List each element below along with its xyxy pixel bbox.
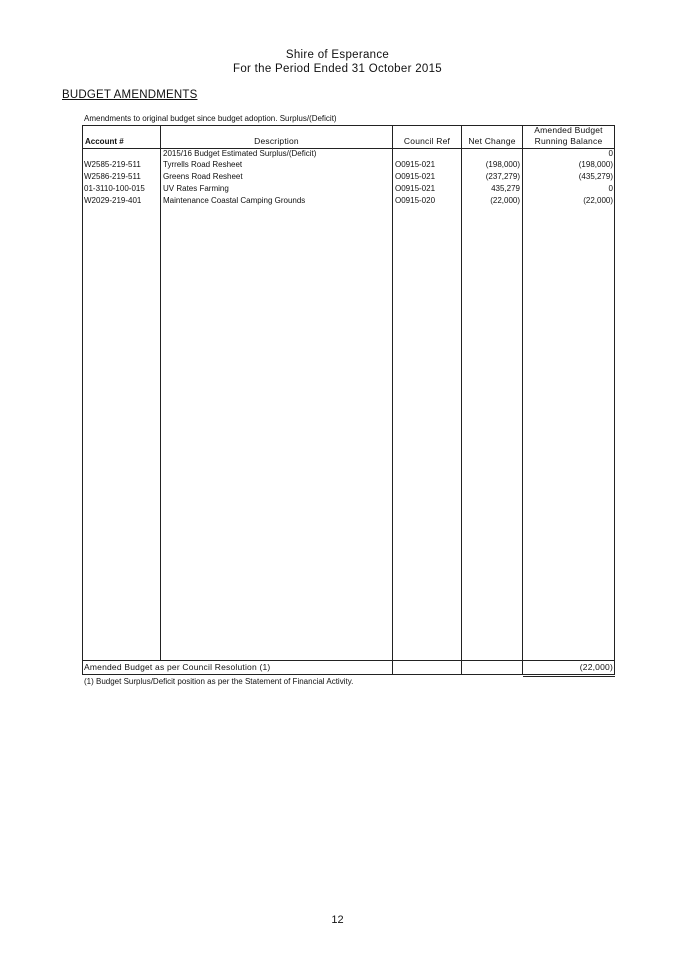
col-header-council-ref: Council Ref [403,136,451,146]
col-divider-council-ref [461,125,462,675]
organisation-name: Shire of Esperance [285,49,390,61]
row-council-ref: O0915-021 [395,160,436,169]
row-council-ref: O0915-021 [395,172,436,181]
col-divider-description [392,125,393,675]
col-header-account: Account # [85,137,124,146]
row-net-change: (198,000) [485,160,520,169]
row-council-ref: O0915-021 [395,184,436,193]
col-divider-net-change [522,125,523,675]
footnote: (1) Budget Surplus/Deficit position as per the Statement of Financial Activity. [84,677,354,686]
row-net-change: 435,279 [491,184,520,193]
table-left-border [82,125,83,675]
table-bottom-border [82,674,615,675]
row-council-ref: O0915-020 [395,196,436,205]
col-divider-account [160,125,161,661]
col-header-net-change: Net Change [468,136,516,146]
row-balance: 0 [608,184,613,193]
table-right-border [614,125,615,675]
row-balance: (435,279) [578,172,613,181]
total-value: (22,000) [579,662,613,672]
row-net-change: (237,279) [485,172,520,181]
row-balance: 0 [608,149,613,158]
col-header-amended-budget: Amended Budget [534,125,603,135]
total-underline [523,676,615,677]
row-description: UV Rates Farming [163,184,229,193]
row-description: Maintenance Coastal Camping Grounds [163,196,306,205]
row-description: Tyrrells Road Resheet [163,160,243,169]
col-header-running-balance: Running Balance [534,136,603,146]
row-account: W2029-219-401 [84,196,142,205]
row-account: W2585-219-511 [84,160,141,169]
row-account: W2586-219-511 [84,172,141,181]
row-balance: (22,000) [583,196,613,205]
total-label: Amended Budget as per Council Resolution (1) [84,662,271,672]
row-balance: (198,000) [578,160,613,169]
row-description: Greens Road Resheet [163,172,243,181]
row-account: 01-3110-100-015 [84,184,145,193]
footer-top-border [82,660,615,661]
section-title: BUDGET AMENDMENTS [62,89,198,101]
col-header-description: Description [254,136,299,146]
row-net-change: (22,000) [490,196,520,205]
intro-text: Amendments to original budget since budget adoption. Surplus/(Deficit) [84,114,337,123]
page-number: 12 [331,914,344,926]
report-period: For the Period Ended 31 October 2015 [233,63,442,75]
row-description: 2015/16 Budget Estimated Surplus/(Deficit) [163,149,317,158]
